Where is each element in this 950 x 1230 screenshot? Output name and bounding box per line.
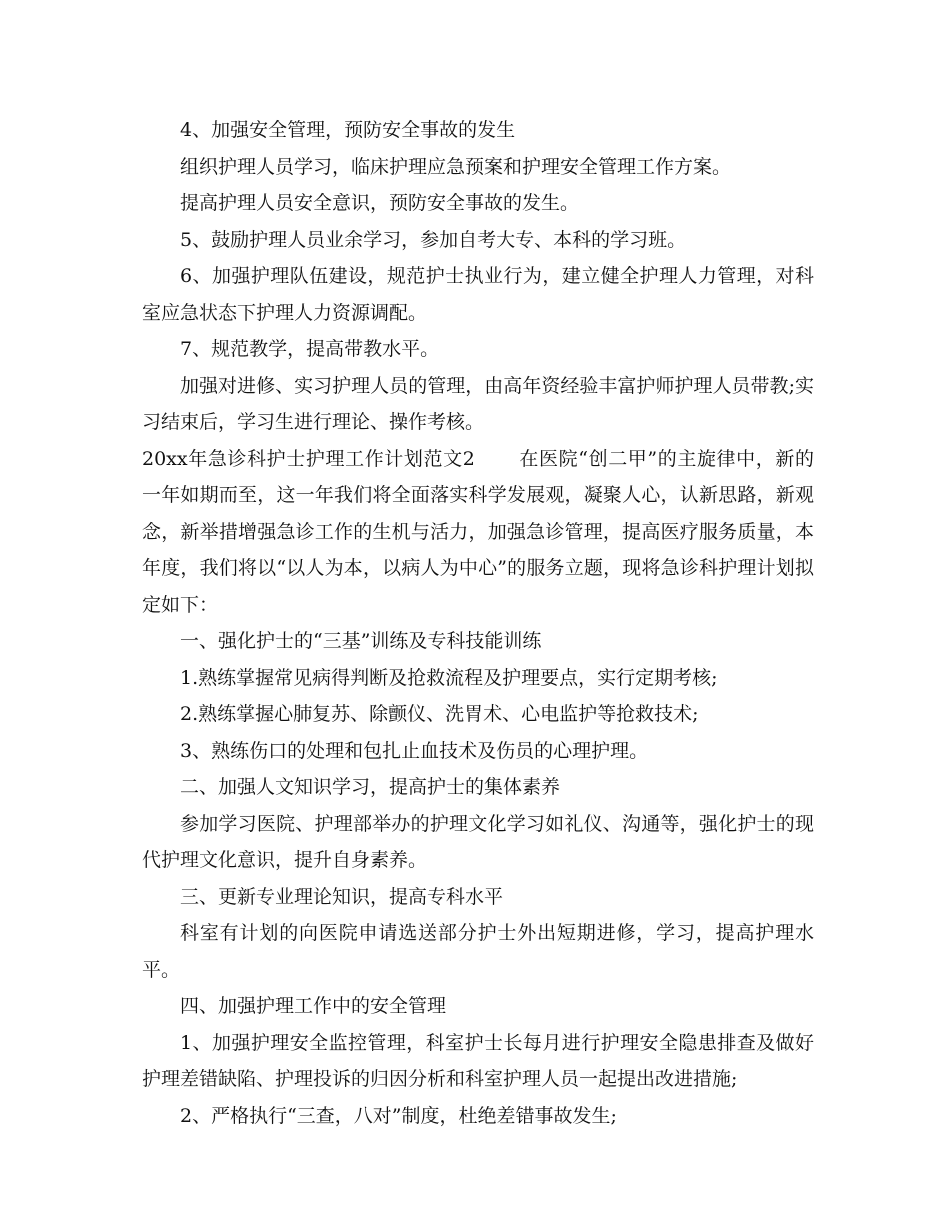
paragraph: 7、规范教学，提高带教水平。	[180, 338, 440, 360]
paragraph: 组织护理人员学习，临床护理应急预案和护理安全管理工作方案。	[180, 155, 732, 178]
paragraph: 科室有计划的向医院申请选送部分护士外出短期进修，学习，提高护理水平。	[142, 922, 814, 981]
paragraph: 参加学习医院、护理部举办的护理文化学习如礼仪、沟通等，强化护士的现代护理文化意识，提升自身素养。	[142, 812, 814, 871]
paragraph: 2、严格执行“三查，八对”制度，杜绝差错事故发生;	[180, 1104, 617, 1127]
paragraph: 四、加强护理工作中的安全管理	[180, 995, 447, 1017]
document-body	[142, 112, 814, 1134]
paragraph: 5、鼓励护理人员业余学习，参加自考大专、本科的学习班。	[180, 228, 687, 251]
paragraph: 4、加强安全管理，预防安全事故的发生	[180, 119, 516, 141]
paragraph: 提高护理人员安全意识，预防安全事故的发生。	[180, 192, 580, 214]
paragraph: 一、强化护士的“三基”训练及专科技能训练	[180, 630, 542, 652]
paragraph: 6、加强护理队伍建设，规范护士执业行为，建立健全护理人力管理，对科室应急状态下护理人力资源调配。	[142, 265, 814, 324]
section-intro: 在医院“创二甲”的主旋律中，新的一年如期而至，这一年我们将全面落实科学发展观，凝聚人心，认新思路，新观念，新举措增强急诊工作的生机与活力，加强急诊管理，提高医疗服务质量，本年度，我们将以“以人为本，以病人为中心”的服务立题，现将急诊科护理计划拟定如下：	[142, 447, 814, 616]
paragraph: 加强对进修、实习护理人员的管理，由高年资经验丰富护师护理人员带教;实习结束后，学习生进行理论、操作考核。	[142, 374, 814, 433]
paragraph: 1.熟练掌握常见病得判断及抢救流程及护理要点，实行定期考核;	[180, 666, 718, 689]
paragraph: 1、加强护理安全监控管理，科室护士长每月进行护理安全隐患排查及做好护理差错缺陷、护理投诉的归因分析和科室护理人员一起提出改进措施;	[142, 1031, 814, 1090]
section-title: 20xx年急诊科护士护理工作计划范文2	[142, 447, 475, 470]
paragraph: 三、更新专业理论知识，提高专科水平	[180, 885, 504, 908]
paragraph: 3、熟练伤口的处理和包扎止血技术及伤员的心理护理。	[180, 739, 649, 762]
paragraph: 二、加强人文知识学习，提高护士的集体素养	[180, 776, 561, 798]
paragraph: 2.熟练掌握心肺复苏、除颤仪、洗胃术、心电监护等抢救技术;	[180, 703, 699, 725]
section-heading-paragraph	[142, 441, 814, 624]
